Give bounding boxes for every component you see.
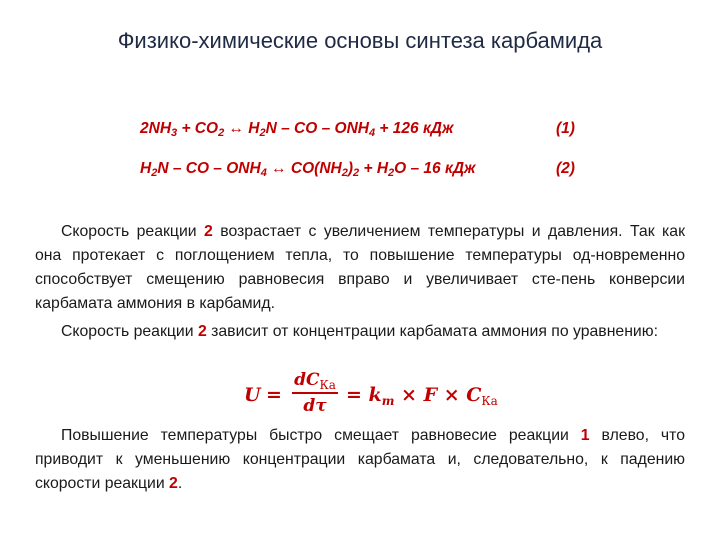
paragraph-3-text: . xyxy=(177,475,183,492)
rhs-k-sub: m xyxy=(381,394,395,408)
paragraph-2-text: Скорость реакции xyxy=(61,323,198,340)
numerator-sub: Ка xyxy=(319,378,336,392)
eq1-sub: 4 xyxy=(368,127,376,139)
rhs-F: F xyxy=(423,384,438,406)
eq1-sub: 2 xyxy=(259,127,266,139)
eq2-sub: 4 xyxy=(260,167,267,179)
reaction-ref: 2 xyxy=(204,223,213,240)
eq2-part: O – 16 кДж xyxy=(394,160,476,177)
eq2-sub: 2 xyxy=(353,167,360,179)
paragraph-3-text: Повышение температуры быстро смещает равновесие реакции xyxy=(61,427,581,444)
rhs-times: × xyxy=(443,384,460,406)
rhs-times: × xyxy=(401,384,417,406)
eq2-part: ↔ CO(NH xyxy=(266,160,342,177)
eq1-sub: 3 xyxy=(171,127,178,139)
paragraph-1-text: Скорость реакции xyxy=(61,223,205,240)
eq1-part: ↔ H xyxy=(224,120,260,137)
rhs-k: k xyxy=(368,384,382,406)
formula-fraction xyxy=(290,368,340,418)
eq2-part: ) xyxy=(347,160,354,177)
formula-rhs xyxy=(346,384,498,408)
eq2-part: H xyxy=(140,160,152,177)
equation-1-number: (1) xyxy=(556,120,575,137)
eq2-sub: 2 xyxy=(388,167,395,179)
equation-2-number: (2) xyxy=(556,160,575,177)
paragraph-3-text: влево, что приводит к уменьшению концентрации карбамата и, следовательно, к падению скорости реакции xyxy=(35,427,685,492)
eq2-sub: 2 xyxy=(151,167,158,179)
eq1-part: + 126 кДж xyxy=(375,120,454,137)
rate-formula xyxy=(244,366,498,422)
reaction-ref: 2 xyxy=(169,475,178,492)
equation-2 xyxy=(0,160,720,182)
eq1-part: N – CO – ONH xyxy=(265,120,369,137)
paragraph-1-text: возрастает с увеличением температуры и давления. Так как она протекает с поглощением тепла, то повышение температуры од-новременно способствует смещению равновесия вправо и увеличивает сте-пень конверсии карбамата аммония в карбамид. xyxy=(35,223,685,312)
eq2-part: + H xyxy=(359,160,389,177)
reaction-ref: 1 xyxy=(580,427,590,444)
reaction-ref: 2 xyxy=(197,323,207,340)
formula-equals: = xyxy=(266,384,282,406)
rhs-C: C xyxy=(466,384,482,406)
eq1-sub: 2 xyxy=(218,127,225,139)
formula-numerator xyxy=(290,368,340,392)
eq2-sub: 2 xyxy=(341,167,348,179)
equation-1-text xyxy=(140,120,453,139)
formula-lhs: U xyxy=(244,384,261,406)
eq1-part: 2NH xyxy=(140,120,172,137)
numerator-text: dC xyxy=(294,370,320,390)
paragraph-2-text: зависит от концентрации карбамата аммония по уравнению: xyxy=(206,323,658,340)
slide-title: Физико-химические основы синтеза карбамида xyxy=(117,28,603,53)
eq1-part: + CO xyxy=(177,120,219,137)
paragraph-2 xyxy=(35,320,685,344)
paragraph-1 xyxy=(35,220,685,316)
formula-denominator: dτ xyxy=(303,395,327,416)
equation-1 xyxy=(0,120,720,142)
rhs-C-sub: Ка xyxy=(481,394,498,408)
rhs-equals: = xyxy=(346,384,362,406)
equation-2-text xyxy=(140,160,475,179)
paragraph-3 xyxy=(35,424,685,496)
eq2-part: N – CO – ONH xyxy=(157,160,261,177)
